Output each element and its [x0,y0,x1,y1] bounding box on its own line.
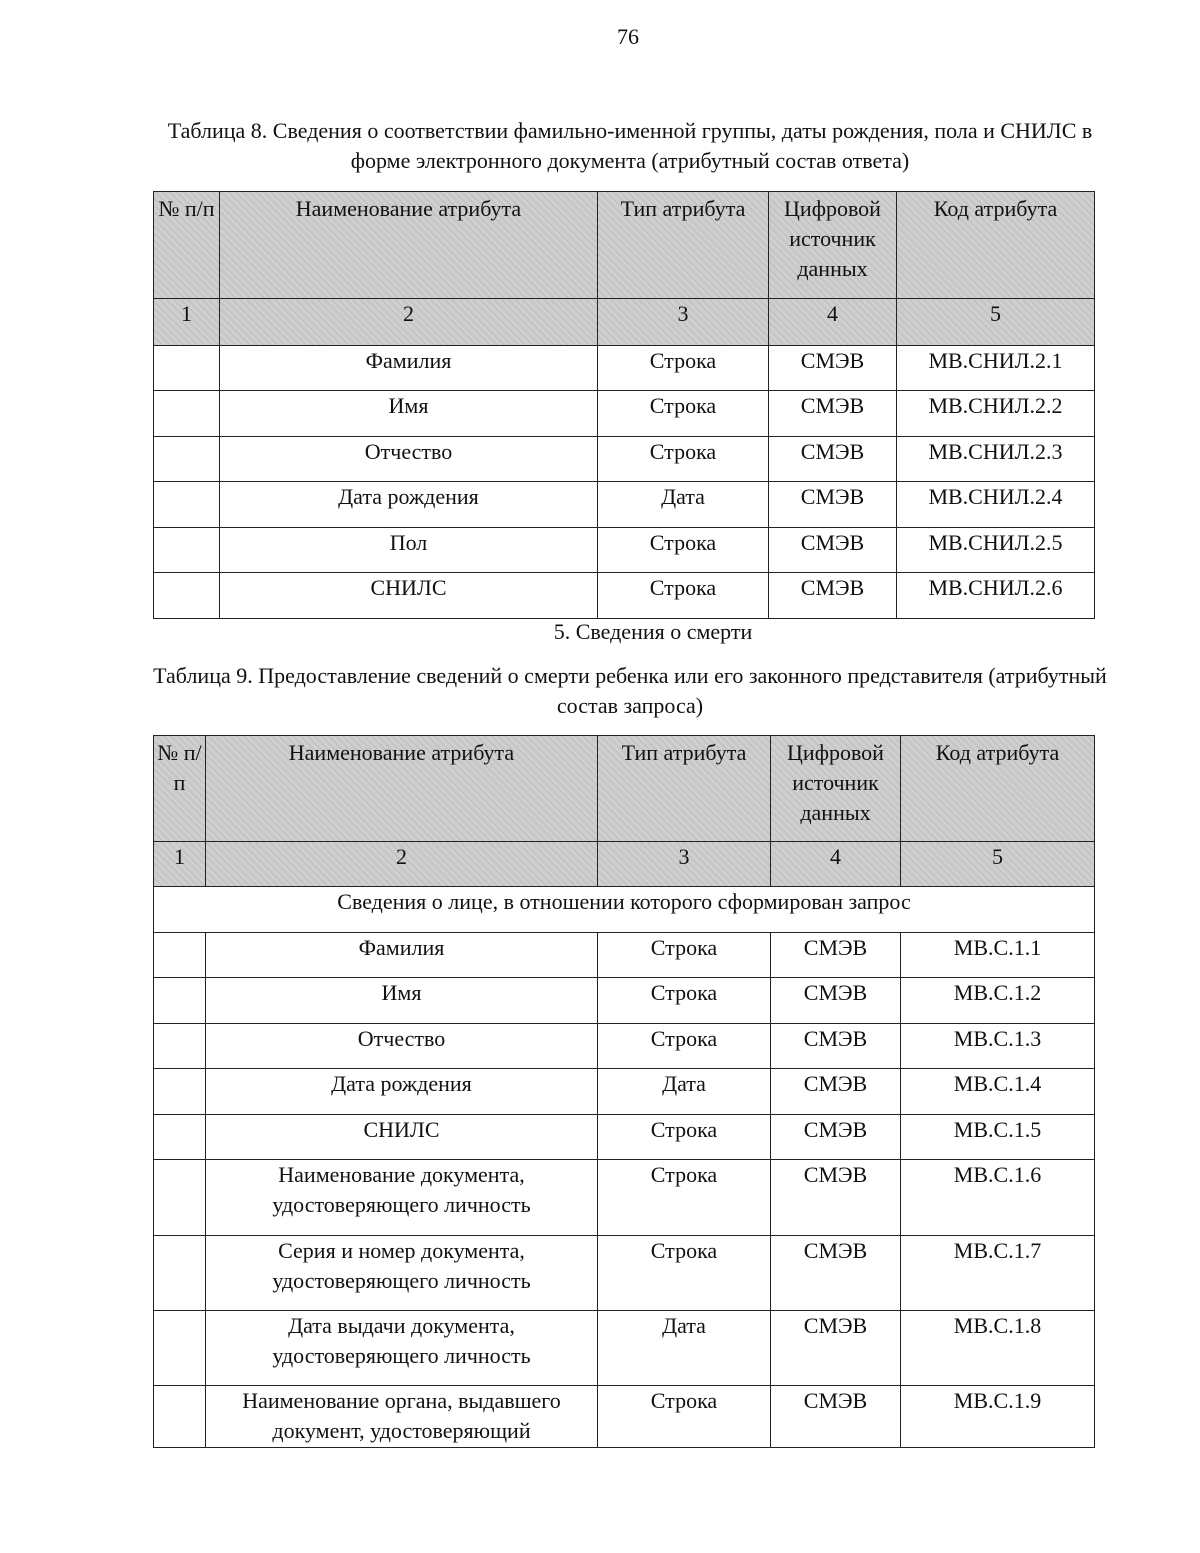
column-number: 2 [206,842,598,887]
row-number-cell [154,1311,206,1386]
header-attribute-type: Тип атрибута [598,192,769,299]
attribute-type-cell: Дата [598,1069,771,1115]
table-row [154,978,1095,1024]
attribute-name-cell: Фамилия [206,933,598,978]
table-row [154,1069,1095,1115]
row-number-cell [154,1236,206,1311]
attribute-name-cell: СНИЛС [220,573,598,619]
column-number: 4 [771,842,901,887]
attribute-code-cell: МВ.С.1.9 [901,1386,1095,1448]
group-row [154,887,1095,933]
row-number-cell [154,1160,206,1236]
table-row [154,1160,1095,1236]
attribute-name-cell: Отчество [220,437,598,482]
header-attribute-type: Тип атрибута [598,736,771,842]
header-data-source: Цифровой источник данных [769,192,897,299]
table-row [154,933,1095,978]
table-9-caption: Таблица 9. Предоставление сведений о смерти ребенка или его законного представителя (атрибутный состав запроса) [153,663,1107,718]
column-number: 1 [154,299,220,346]
attribute-name-cell: СНИЛС [206,1115,598,1160]
table-row [154,1115,1095,1160]
data-source-cell: СМЭВ [771,1160,901,1236]
row-number-cell [154,1024,206,1069]
row-number-cell [154,1069,206,1115]
attribute-type-cell: Строка [598,528,769,573]
header-attribute-code: Код атрибута [897,192,1095,299]
attribute-name-cell: Отчество [206,1024,598,1069]
attribute-type-cell: Строка [598,1024,771,1069]
data-source-cell: СМЭВ [771,1069,901,1115]
table-header-row [154,736,1095,842]
attribute-name-cell: Серия и номер документа, удостоверяющего личность [206,1236,598,1311]
attribute-name-cell: Дата рождения [206,1069,598,1115]
row-number-cell [154,573,220,619]
attribute-name-cell: Имя [220,391,598,437]
table-row [154,528,1095,573]
data-source-cell: СМЭВ [769,528,897,573]
header-attribute-name: Наименование атрибута [220,192,598,299]
row-number-cell [154,437,220,482]
data-source-cell: СМЭВ [771,1115,901,1160]
attribute-code-cell: МВ.С.1.2 [901,978,1095,1024]
data-source-cell: СМЭВ [771,933,901,978]
attribute-code-cell: МВ.СНИЛ.2.6 [897,573,1095,619]
column-number: 3 [598,299,769,346]
table-row [154,1024,1095,1069]
row-number-cell [154,528,220,573]
table-8 [153,191,1095,619]
header-data-source: Цифровой источник данных [771,736,901,842]
header-number: № п/п [154,192,220,299]
data-source-cell: СМЭВ [771,1236,901,1311]
attribute-name-cell: Пол [220,528,598,573]
column-number-row [154,842,1095,887]
attribute-type-cell: Дата [598,1311,771,1386]
column-number-row [154,299,1095,346]
table-9 [153,735,1095,1448]
table-header-row [154,192,1095,299]
attribute-type-cell: Строка [598,391,769,437]
attribute-name-cell: Дата рождения [220,482,598,528]
attribute-name-cell: Имя [206,978,598,1024]
attribute-type-cell: Строка [598,1160,771,1236]
attribute-type-cell: Строка [598,437,769,482]
row-number-cell [154,933,206,978]
column-number: 3 [598,842,771,887]
table-row [154,573,1095,619]
attribute-code-cell: МВ.С.1.7 [901,1236,1095,1311]
column-number: 5 [901,842,1095,887]
attribute-code-cell: МВ.С.1.1 [901,933,1095,978]
attribute-type-cell: Строка [598,933,771,978]
attribute-name-cell: Фамилия [220,346,598,391]
data-source-cell: СМЭВ [769,573,897,619]
data-source-cell: СМЭВ [769,391,897,437]
table-8-caption: Таблица 8. Сведения о соответствии фамильно-именной группы, даты рождения, пола и СНИЛС в форме электронного документа (атрибутный состав ответа) [167,118,1093,173]
column-number: 4 [769,299,897,346]
row-number-cell [154,391,220,437]
column-number: 5 [897,299,1095,346]
data-source-cell: СМЭВ [771,1024,901,1069]
data-source-cell: СМЭВ [771,1386,901,1448]
attribute-type-cell: Строка [598,978,771,1024]
attribute-name-cell: Наименование документа, удостоверяющего личность [206,1160,598,1236]
table-row [154,437,1095,482]
data-source-cell: СМЭВ [771,978,901,1024]
attribute-code-cell: МВ.С.1.4 [901,1069,1095,1115]
row-number-cell [154,1115,206,1160]
table-row [154,1386,1095,1448]
group-title-cell: Сведения о лице, в отношении которого сформирован запрос [154,887,1095,933]
table-row [154,1236,1095,1311]
attribute-code-cell: МВ.С.1.5 [901,1115,1095,1160]
attribute-type-cell: Строка [598,1236,771,1311]
row-number-cell [154,978,206,1024]
row-number-cell [154,346,220,391]
attribute-code-cell: МВ.С.1.8 [901,1311,1095,1386]
attribute-code-cell: МВ.СНИЛ.2.1 [897,346,1095,391]
attribute-code-cell: МВ.С.1.3 [901,1024,1095,1069]
header-attribute-code: Код атрибута [901,736,1095,842]
table-row [154,1311,1095,1386]
header-attribute-name: Наименование атрибута [206,736,598,842]
data-source-cell: СМЭВ [769,437,897,482]
table-row [154,482,1095,528]
attribute-type-cell: Строка [598,573,769,619]
table-row [154,391,1095,437]
column-number: 1 [154,842,206,887]
row-number-cell [154,482,220,528]
attribute-code-cell: МВ.СНИЛ.2.3 [897,437,1095,482]
row-number-cell [154,1386,206,1448]
attribute-type-cell: Строка [598,1115,771,1160]
attribute-name-cell: Дата выдачи документа, удостоверяющего личность [206,1311,598,1386]
data-source-cell: СМЭВ [769,482,897,528]
attribute-code-cell: МВ.СНИЛ.2.2 [897,391,1095,437]
attribute-type-cell: Строка [598,346,769,391]
attribute-code-cell: МВ.СНИЛ.2.5 [897,528,1095,573]
data-source-cell: СМЭВ [769,346,897,391]
header-number: № п/ п [154,736,206,842]
section-title: 5. Сведения о смерти [553,619,753,644]
table-row [154,346,1095,391]
attribute-type-cell: Строка [598,1386,771,1448]
attribute-name-cell: Наименование органа, выдавшего документ, удостоверяющий [206,1386,598,1448]
attribute-type-cell: Дата [598,482,769,528]
data-source-cell: СМЭВ [771,1311,901,1386]
attribute-code-cell: МВ.СНИЛ.2.4 [897,482,1095,528]
attribute-code-cell: МВ.С.1.6 [901,1160,1095,1236]
page-number: 76 [617,24,639,49]
column-number: 2 [220,299,598,346]
